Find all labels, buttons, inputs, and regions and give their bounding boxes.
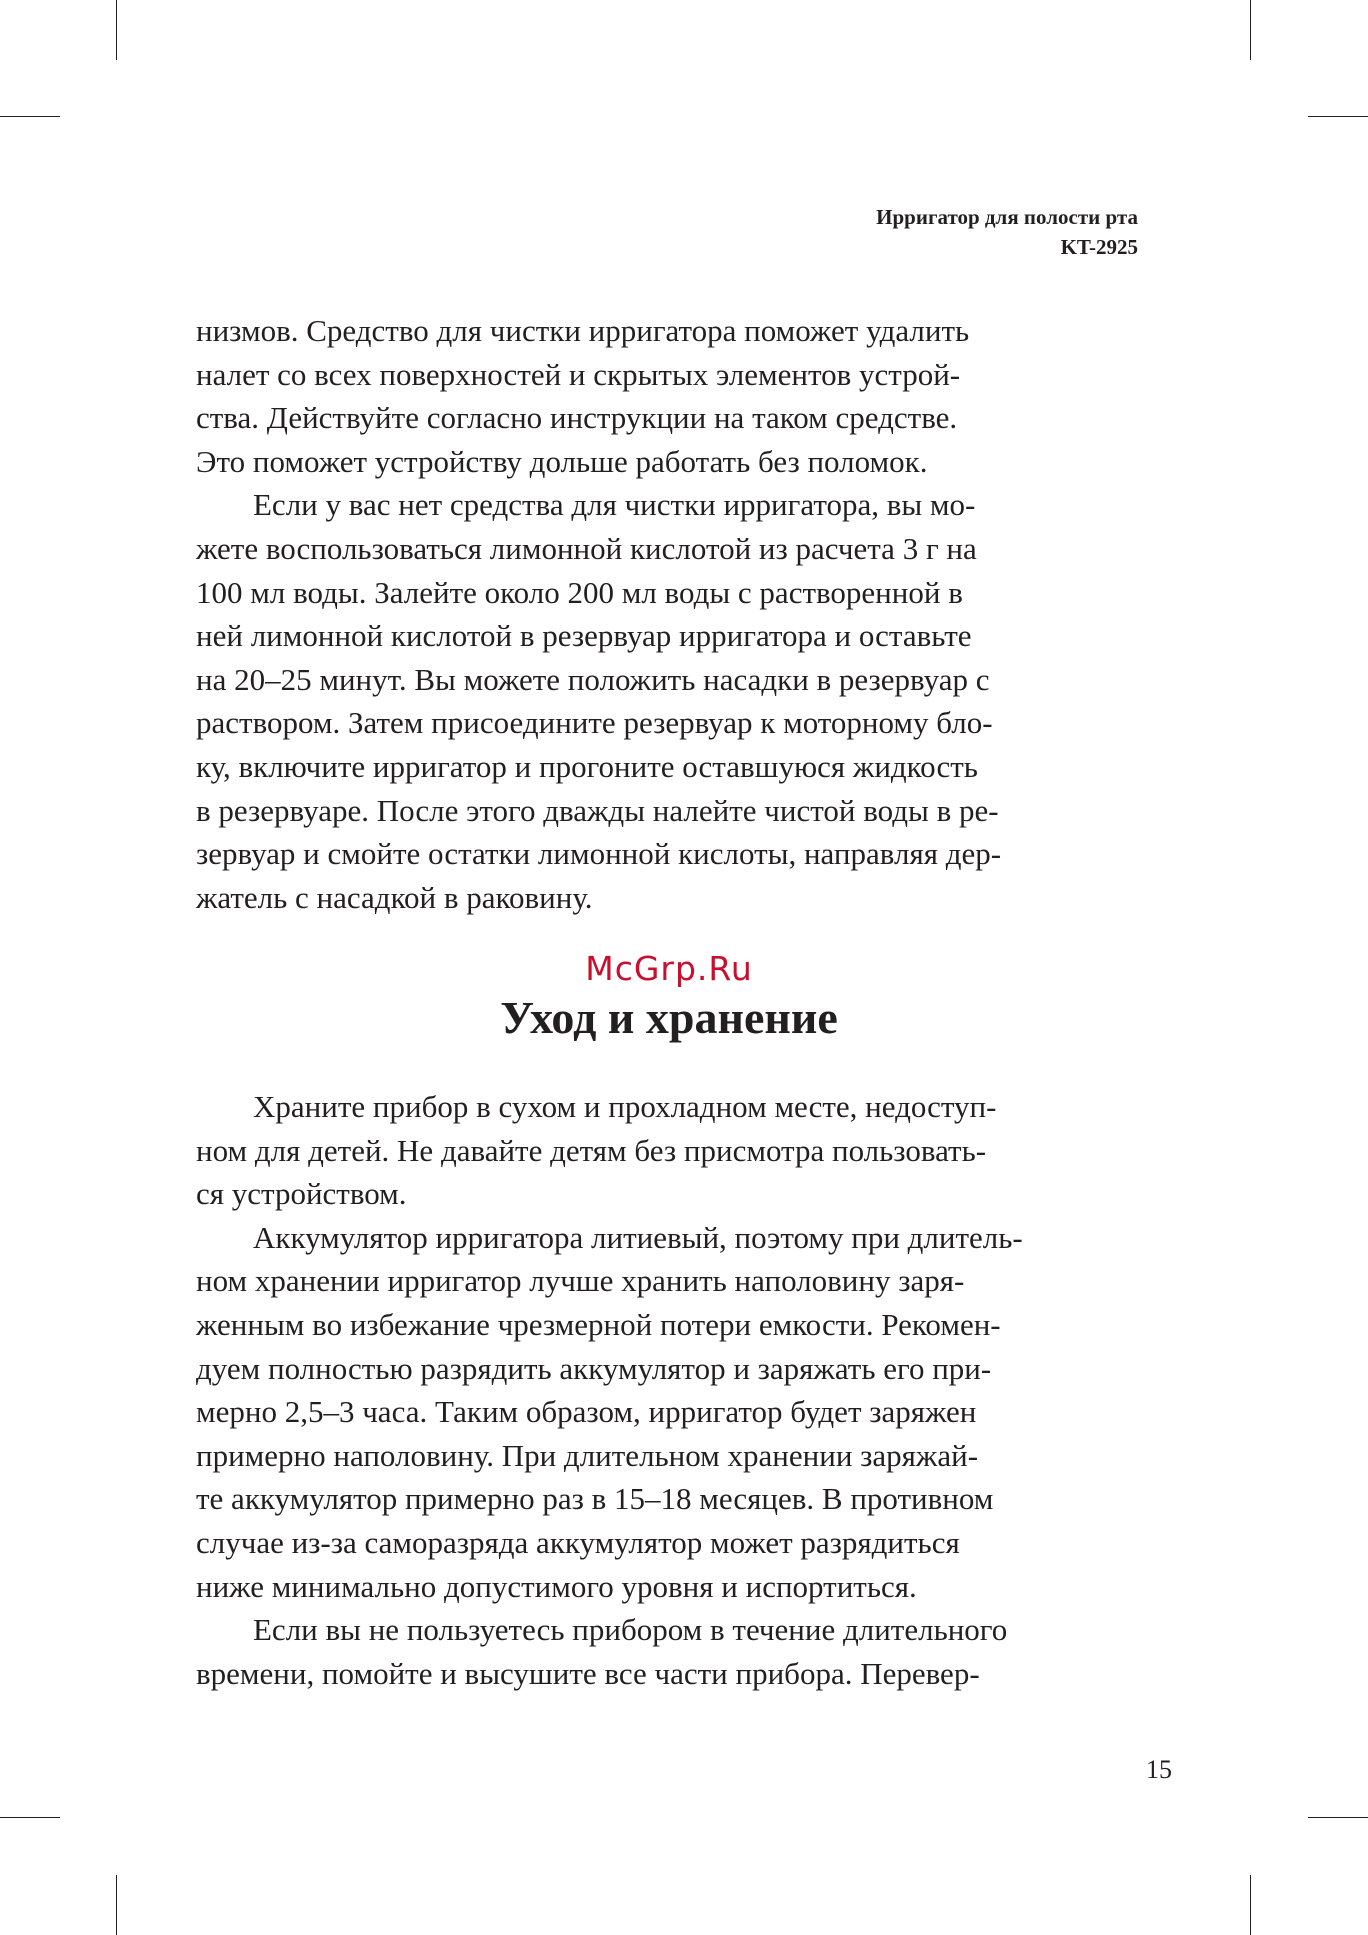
text-line: Храните прибор в сухом и прохладном месте, недоступ- — [253, 1089, 997, 1124]
text-line: Аккумулятор ирригатора литиевый, поэтому при длитель- — [253, 1219, 1023, 1255]
text-line: 100 мл воды. Залейте около 200 мл воды с растворенной в — [196, 574, 963, 610]
text-line: Если у вас нет средства для чистки ирригатора, вы мо- — [253, 487, 976, 523]
text-line: случае из-за саморазряда аккумулятор может разрядиться — [196, 1524, 960, 1560]
page-number: 15 — [1146, 1755, 1172, 1784]
header-title: Ирригатор для полости рта — [876, 205, 1138, 229]
text-line: ней лимонной кислотой в резервуар ирригатора и оставьте — [196, 618, 972, 654]
text-line: женным во избежание чрезмерной потери емкости. Рекомен- — [196, 1306, 1001, 1342]
crop-mark-right-bottom — [1308, 1817, 1368, 1818]
text-line: налет со всех поверхностей и скрытых элементов устрой- — [196, 356, 961, 392]
text-line: ниже минимально допустимого уровня и испортиться. — [196, 1568, 917, 1604]
text-line: низмов. Средство для чистки ирригатора поможет удалить — [196, 313, 970, 348]
crop-mark-bottom-left — [116, 1875, 117, 1935]
text-line: мерно 2,5–3 часа. Таким образом, ирригатор будет заряжен — [196, 1394, 977, 1430]
crop-mark-top-right — [1250, 0, 1251, 60]
text-line: ку, включите ирригатор и прогоните оставшуюся жидкость — [196, 748, 978, 784]
body-text-upper — [196, 309, 1136, 919]
text-line: раствором. Затем присоедините резервуар к моторному бло- — [196, 705, 993, 741]
body-text-lower — [196, 1085, 1136, 1695]
watermark: McGrp.Ru — [585, 949, 753, 988]
crop-mark-top-left — [116, 0, 117, 60]
text-line: ном для детей. Не давайте детям без присмотра пользовать- — [196, 1132, 987, 1168]
text-line: жатель с насадкой в раковину. — [196, 879, 593, 915]
section-title: Уход и хранение — [500, 992, 838, 1043]
text-line: ства. Действуйте согласно инструкции на таком средстве. — [196, 400, 958, 436]
text-line: Если вы не пользуетесь прибором в течение длительного — [253, 1612, 1008, 1648]
text-line: дуем полностью разрядить аккумулятор и заряжать его при- — [196, 1350, 992, 1386]
text-line: Это поможет устройству дольше работать без поломок. — [196, 443, 928, 479]
text-line: ся устройством. — [196, 1176, 407, 1212]
text-line: те аккумулятор примерно раз в 15–18 месяцев. В противном — [196, 1481, 994, 1517]
header-model: KT-2925 — [1060, 235, 1138, 259]
text-line: ном хранении ирригатор лучше хранить наполовину заря- — [196, 1263, 965, 1299]
crop-mark-right-top — [1308, 116, 1368, 117]
text-line: времени, помойте и высушите все части прибора. Перевер- — [196, 1655, 980, 1691]
crop-mark-left-top — [0, 116, 60, 117]
text-line: жете воспользоваться лимонной кислотой из расчета 3 г на — [196, 530, 977, 566]
crop-mark-left-bottom — [0, 1817, 60, 1818]
text-line: примерно наполовину. При длительном хранении заряжай- — [196, 1437, 979, 1473]
crop-mark-bottom-right — [1250, 1875, 1251, 1935]
running-header — [876, 202, 1138, 262]
text-line: на 20–25 минут. Вы можете положить насадки в резервуар с — [196, 661, 990, 697]
text-line: в резервуаре. После этого дважды налейте чистой воды в ре- — [196, 792, 999, 828]
text-line: зервуар и смойте остатки лимонной кислоты, направляя дер- — [196, 836, 1002, 872]
